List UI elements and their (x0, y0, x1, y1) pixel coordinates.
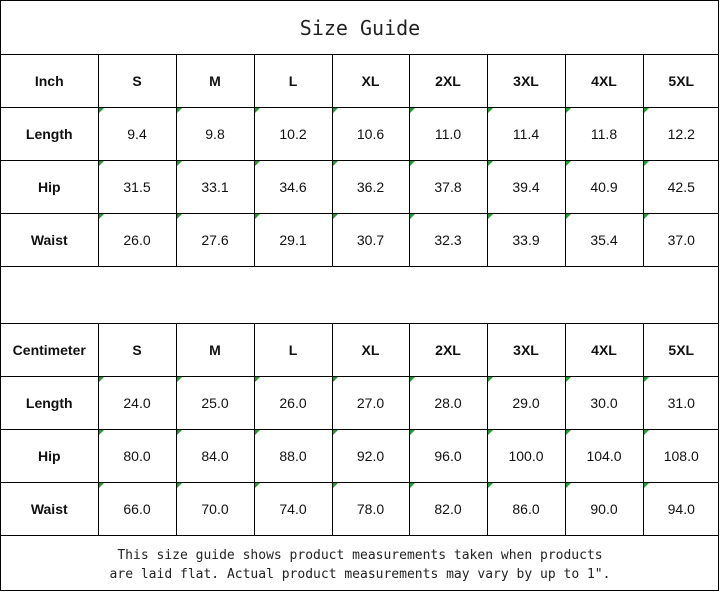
note-line: This size guide shows product measurements taken when products (117, 548, 603, 563)
table-cell: 10.2 (254, 108, 332, 161)
size-header: 3XL (487, 324, 565, 377)
table-cell: 26.0 (98, 214, 176, 267)
unit-label-centimeter: Centimeter (1, 324, 98, 377)
page-title: Size Guide (1, 1, 719, 55)
centimeter-size-table (1, 323, 719, 536)
table-cell: 84.0 (176, 430, 254, 483)
row-label: Waist (1, 483, 98, 536)
table-cell: 33.1 (176, 161, 254, 214)
table-cell: 12.2 (643, 108, 719, 161)
row-label: Waist (1, 214, 98, 267)
size-header: M (176, 55, 254, 108)
table-cell: 94.0 (643, 483, 719, 536)
table-cell: 39.4 (487, 161, 565, 214)
size-header: M (176, 324, 254, 377)
table-cell: 70.0 (176, 483, 254, 536)
size-header: 3XL (487, 55, 565, 108)
table-cell: 30.7 (332, 214, 409, 267)
size-header: S (98, 55, 176, 108)
table-cell: 37.8 (409, 161, 487, 214)
table-cell: 27.0 (332, 377, 409, 430)
size-header: 2XL (409, 324, 487, 377)
size-header: XL (332, 55, 409, 108)
cm-header-row (1, 324, 719, 377)
table-cell: 24.0 (98, 377, 176, 430)
size-header: S (98, 324, 176, 377)
table-cell: 29.0 (487, 377, 565, 430)
row-label: Length (1, 108, 98, 161)
table-cell: 96.0 (409, 430, 487, 483)
table-cell: 78.0 (332, 483, 409, 536)
table-cell: 11.8 (565, 108, 643, 161)
table-row (1, 108, 719, 161)
table-cell: 25.0 (176, 377, 254, 430)
note-line: are laid flat. Actual product measurements may vary by up to 1". (109, 567, 611, 582)
size-header: 2XL (409, 55, 487, 108)
table-cell: 34.6 (254, 161, 332, 214)
table-cell: 90.0 (565, 483, 643, 536)
table-cell: 80.0 (98, 430, 176, 483)
table-spacer (1, 269, 719, 323)
table-cell: 31.5 (98, 161, 176, 214)
size-header: L (254, 55, 332, 108)
table-row (1, 377, 719, 430)
table-cell: 27.6 (176, 214, 254, 267)
table-cell: 40.9 (565, 161, 643, 214)
table-cell: 88.0 (254, 430, 332, 483)
size-header: XL (332, 324, 409, 377)
table-cell: 74.0 (254, 483, 332, 536)
table-cell: 36.2 (332, 161, 409, 214)
unit-label-inch: Inch (1, 55, 98, 108)
table-cell: 42.5 (643, 161, 719, 214)
table-cell: 100.0 (487, 430, 565, 483)
table-cell: 26.0 (254, 377, 332, 430)
row-label: Length (1, 377, 98, 430)
measurement-note (1, 539, 719, 591)
table-cell: 108.0 (643, 430, 719, 483)
table-cell: 92.0 (332, 430, 409, 483)
table-cell: 30.0 (565, 377, 643, 430)
table-row (1, 214, 719, 267)
table-cell: 31.0 (643, 377, 719, 430)
table-cell: 10.6 (332, 108, 409, 161)
table-cell: 86.0 (487, 483, 565, 536)
table-row (1, 483, 719, 536)
row-label: Hip (1, 430, 98, 483)
table-cell: 32.3 (409, 214, 487, 267)
size-header: 5XL (643, 324, 719, 377)
size-header: L (254, 324, 332, 377)
table-cell: 33.9 (487, 214, 565, 267)
table-cell: 35.4 (565, 214, 643, 267)
size-header: 4XL (565, 55, 643, 108)
size-header: 5XL (643, 55, 719, 108)
inch-size-table (1, 54, 719, 267)
table-cell: 66.0 (98, 483, 176, 536)
size-header: 4XL (565, 324, 643, 377)
inch-header-row (1, 55, 719, 108)
table-cell: 29.1 (254, 214, 332, 267)
table-cell: 11.4 (487, 108, 565, 161)
table-cell: 28.0 (409, 377, 487, 430)
table-row (1, 430, 719, 483)
table-cell: 9.4 (98, 108, 176, 161)
row-label: Hip (1, 161, 98, 214)
table-cell: 11.0 (409, 108, 487, 161)
table-cell: 9.8 (176, 108, 254, 161)
table-row (1, 161, 719, 214)
table-cell: 37.0 (643, 214, 719, 267)
table-cell: 104.0 (565, 430, 643, 483)
table-cell: 82.0 (409, 483, 487, 536)
